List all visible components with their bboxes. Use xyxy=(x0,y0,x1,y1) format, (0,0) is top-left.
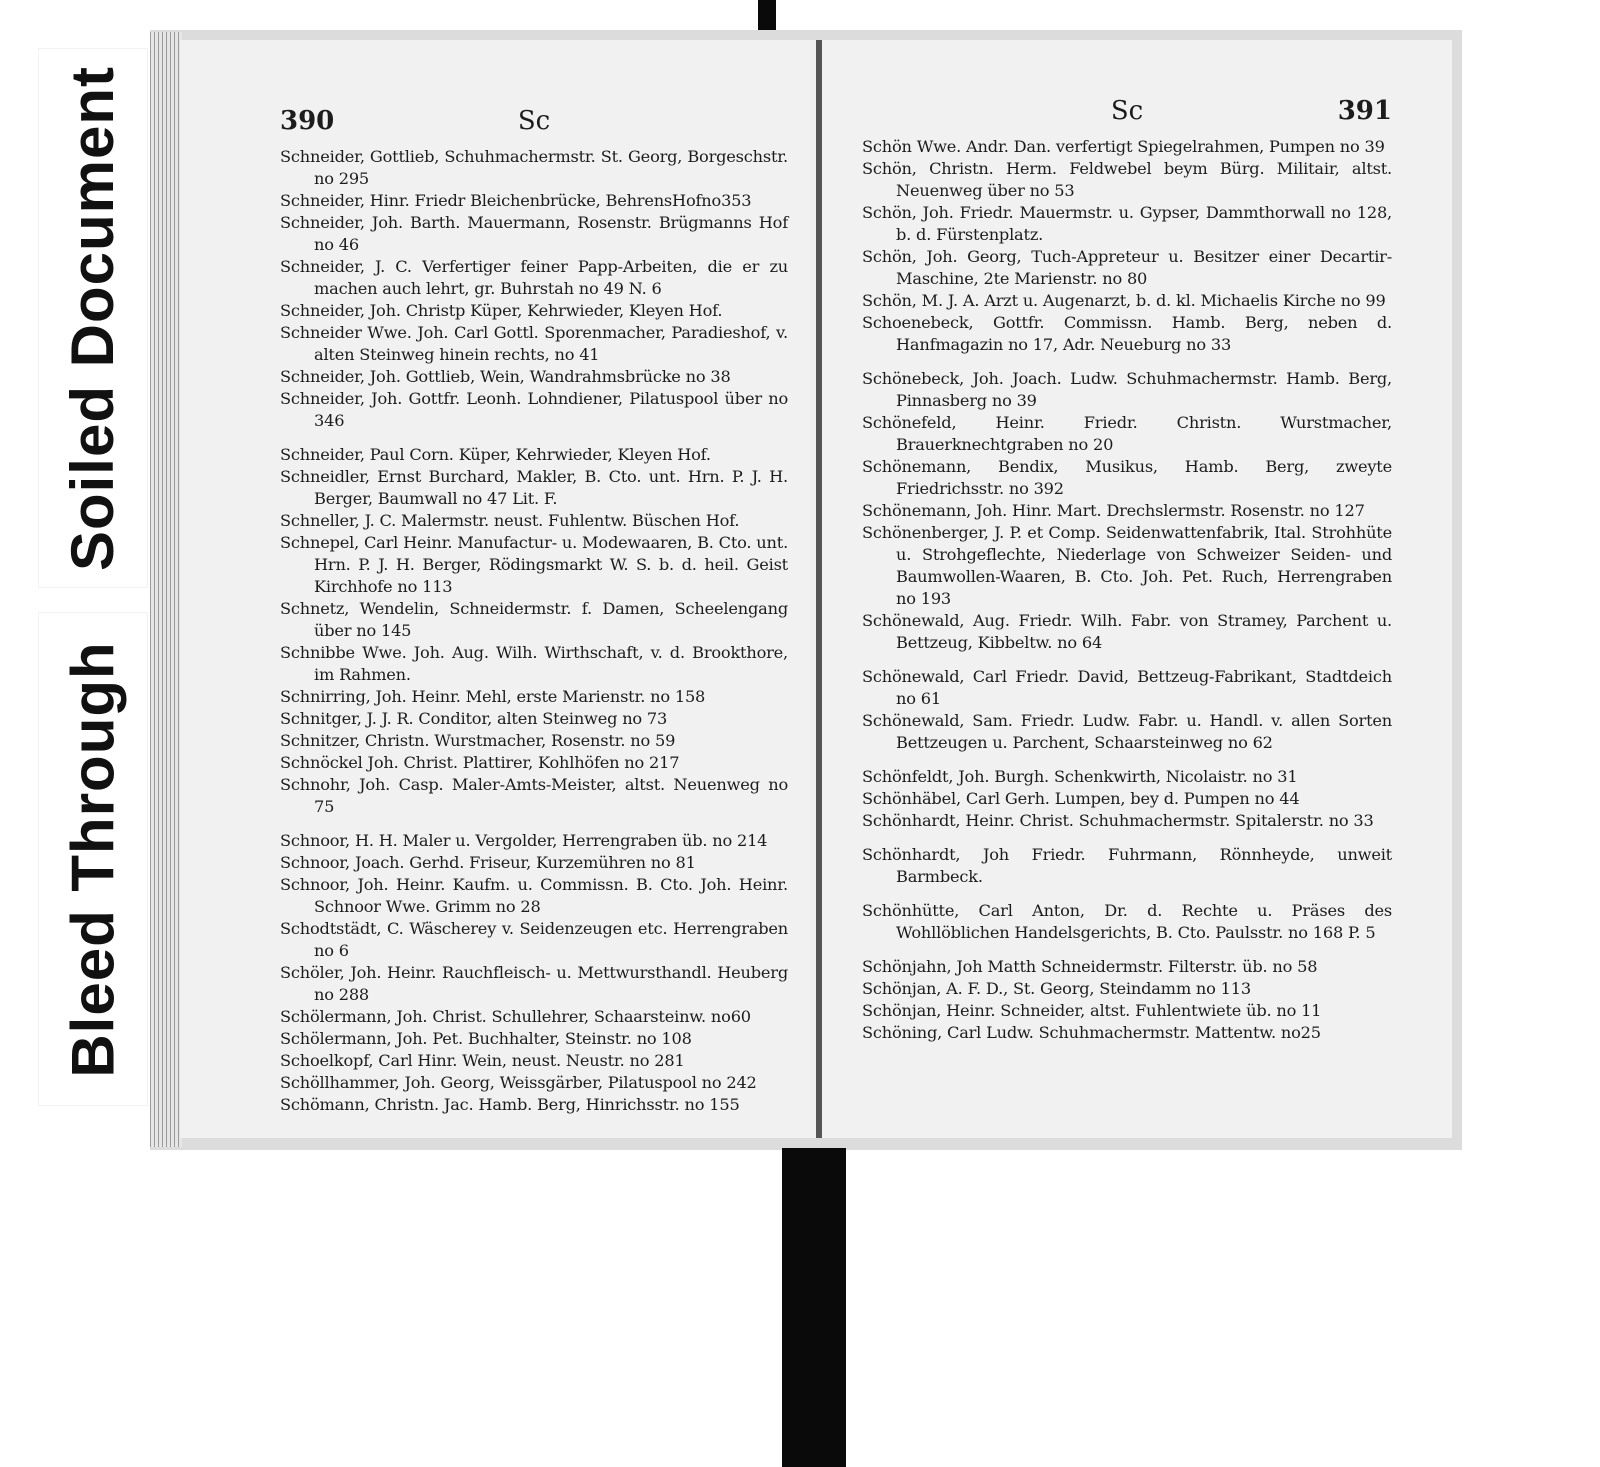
directory-entry: Schnitzer, Christn. Wurstmacher, Rosenstr. no 59 xyxy=(280,731,676,750)
directory-entry: Schöllhammer, Joh. Georg, Weissgärber, Pilatuspool no 242 xyxy=(280,1073,757,1092)
directory-entry: Schnoor, H. H. Maler u. Vergolder, Herrengraben üb. no 214 xyxy=(280,831,768,850)
directory-entry: Schneider, Gottlieb, Schuhmachermstr. St. Georg, Borgeschstr. no 295 xyxy=(280,147,788,188)
directory-entry: Schölermann, Joh. Pet. Buchhalter, Steinstr. no 108 xyxy=(280,1029,692,1048)
directory-entry: Schneidler, Ernst Burchard, Makler, B. Cto. unt. Hrn. P. J. H. Berger, Baumwall no 47 Lit. F. xyxy=(280,467,788,508)
soiled-document-text: Soiled Document xyxy=(59,65,127,571)
left-page xyxy=(180,40,816,1138)
directory-entry: Schönemann, Bendix, Musikus, Hamb. Berg, zweyte Friedrichsstr. no 392 xyxy=(862,457,1392,498)
directory-entry: Schneider, Hinr. Friedr Bleichenbrücke, BehrensHofno353 xyxy=(280,191,752,210)
directory-entry: Schneider, Paul Corn. Küper, Kehrwieder, Kleyen Hof. xyxy=(280,445,711,464)
directory-entry: Schön, M. J. A. Arzt u. Augenarzt, b. d. kl. Michaelis Kirche no 99 xyxy=(862,291,1386,310)
soiled-document-label xyxy=(38,48,148,588)
right-page-section: Sc xyxy=(1110,96,1144,126)
directory-entry: Schoelkopf, Carl Hinr. Wein, neust. Neustr. no 281 xyxy=(280,1051,685,1070)
directory-entry: Schnirring, Joh. Heinr. Mehl, erste Marienstr. no 158 xyxy=(280,687,706,706)
directory-entry: Schönhardt, Heinr. Christ. Schuhmachermstr. Spitalerstr. no 33 xyxy=(862,811,1374,830)
directory-entry: Schnibbe Wwe. Joh. Aug. Wilh. Wirthschaft, v. d. Brookthore, im Rahmen. xyxy=(280,643,788,684)
directory-entry: Schönfeldt, Joh. Burgh. Schenkwirth, Nicolaistr. no 31 xyxy=(862,767,1298,786)
directory-entry: Schöler, Joh. Heinr. Rauchfleisch- u. Mettwursthandl. Heuberg no 288 xyxy=(280,963,788,1004)
directory-entry: Schoenebeck, Gottfr. Commissn. Hamb. Berg, neben d. Hanfmagazin no 17, Adr. Neueburg no 33 xyxy=(862,313,1392,354)
directory-entry: Schönewald, Sam. Friedr. Ludw. Fabr. u. Handl. v. allen Sorten Bettzeugen u. Parchent, Schaarsteinweg no 62 xyxy=(862,711,1392,752)
directory-entry: Schömann, Christn. Jac. Hamb. Berg, Hinrichsstr. no 155 xyxy=(280,1095,740,1114)
directory-entry: Schönhardt, Joh Friedr. Fuhrmann, Rönnheyde, unweit Barmbeck. xyxy=(862,845,1392,886)
binding-strap-bottom xyxy=(782,1148,846,1467)
directory-entry: Schölermann, Joh. Christ. Schullehrer, Schaarsteinw. no60 xyxy=(280,1007,751,1026)
page-stack-edge xyxy=(150,32,182,1147)
directory-entry: Schönhäbel, Carl Gerh. Lumpen, bey d. Pumpen no 44 xyxy=(862,789,1300,808)
directory-entry: Schönefeld, Heinr. Friedr. Christn. Wurstmacher, Brauerknechtgraben no 20 xyxy=(862,413,1392,454)
bleed-through-label xyxy=(38,612,148,1106)
directory-entry: Schneider, Joh. Gottfr. Leonh. Lohndiener, Pilatuspool über no 346 xyxy=(280,389,788,430)
left-page-number: 390 xyxy=(280,106,335,136)
directory-entry: Schnoor, Joh. Heinr. Kaufm. u. Commissn. B. Cto. Joh. Heinr. Schnoor Wwe. Grimm no 28 xyxy=(280,875,788,916)
left-page-section: Sc xyxy=(517,106,551,136)
directory-entry: Schöning, Carl Ludw. Schuhmachermstr. Mattentw. no25 xyxy=(862,1023,1321,1042)
directory-entry: Schön, Joh. Georg, Tuch-Appreteur u. Besitzer einer Decartir-Maschine, 2te Marienstr. no 80 xyxy=(862,247,1392,288)
directory-entry: Schneider Wwe. Joh. Carl Gottl. Sporenmacher, Paradieshof, v. alten Steinweg hinein rechts, no 41 xyxy=(280,323,788,364)
directory-entry: Schönjahn, Joh Matth Schneidermstr. Filterstr. üb. no 58 xyxy=(862,957,1318,976)
right-page-header xyxy=(862,96,1392,136)
directory-entry: Schönjan, Heinr. Schneider, altst. Fuhlentwiete üb. no 11 xyxy=(862,1001,1322,1020)
left-page-header xyxy=(280,106,788,146)
right-entry-list xyxy=(862,136,1392,1044)
directory-entry: Schodtstädt, C. Wäscherey v. Seidenzeugen etc. Herrengraben no 6 xyxy=(280,919,788,960)
directory-entry: Schneider, J. C. Verfertiger feiner Papp-Arbeiten, die er zu machen auch lehrt, gr. Buhrstah no 49 N. 6 xyxy=(280,257,788,298)
directory-entry: Schnoor, Joach. Gerhd. Friseur, Kurzemühren no 81 xyxy=(280,853,696,872)
directory-entry: Schönhütte, Carl Anton, Dr. d. Rechte u. Präses des Wohllöblichen Handelsgerichts, B. Cto. Paulsstr. no 168 P. 5 xyxy=(862,901,1392,942)
directory-entry: Schnitger, J. J. R. Conditor, alten Steinweg no 73 xyxy=(280,709,668,728)
directory-entry: Schnohr, Joh. Casp. Maler-Amts-Meister, altst. Neuenweg no 75 xyxy=(280,775,788,816)
directory-entry: Schneider, Joh. Gottlieb, Wein, Wandrahmsbrücke no 38 xyxy=(280,367,731,386)
directory-entry: Schönenberger, J. P. et Comp. Seidenwattenfabrik, Ital. Strohhüte u. Strohgeflechte, Niederlage von Schweizer Seiden- und Baumwollen-Waaren, B. Cto. Joh. Pet. Ruch, Herrengraben no 193 xyxy=(862,523,1392,608)
directory-entry: Schön, Joh. Friedr. Mauermstr. u. Gypser, Dammthorwall no 128, b. d. Fürstenplatz. xyxy=(862,203,1392,244)
directory-entry: Schnetz, Wendelin, Schneidermstr. f. Damen, Scheelengang über no 145 xyxy=(280,599,788,640)
bleed-through-text: Bleed Through xyxy=(59,640,127,1078)
directory-entry: Schnepel, Carl Heinr. Manufactur- u. Modewaaren, B. Cto. unt. Hrn. P. J. H. Berger, Rödingsmarkt W. S. b. d. heil. Geist Kirchhofe no 113 xyxy=(280,533,789,596)
directory-entry: Schneider, Joh. Christp Küper, Kehrwieder, Kleyen Hof. xyxy=(280,301,723,320)
directory-entry: Schönemann, Joh. Hinr. Mart. Drechslermstr. Rosenstr. no 127 xyxy=(862,501,1365,520)
directory-entry: Schnöckel Joh. Christ. Plattirer, Kohlhöfen no 217 xyxy=(280,753,680,772)
directory-entry: Schön, Christn. Herm. Feldwebel beym Bürg. Militair, altst. Neuenweg über no 53 xyxy=(862,159,1392,200)
directory-entry: Schneller, J. C. Malermstr. neust. Fuhlentw. Büschen Hof. xyxy=(280,511,740,530)
directory-entry: Schönjan, A. F. D., St. Georg, Steindamm no 113 xyxy=(862,979,1251,998)
directory-entry: Schön Wwe. Andr. Dan. verfertigt Spiegelrahmen, Pumpen no 39 xyxy=(862,137,1385,156)
directory-entry: Schönewald, Carl Friedr. David, Bettzeug-Fabrikant, Stadtdeich no 61 xyxy=(862,667,1392,708)
directory-entry: Schneider, Joh. Barth. Mauermann, Rosenstr. Brügmanns Hof no 46 xyxy=(280,213,788,254)
right-page xyxy=(822,40,1452,1138)
directory-entry: Schönebeck, Joh. Joach. Ludw. Schuhmachermstr. Hamb. Berg, Pinnasberg no 39 xyxy=(862,369,1392,410)
directory-entry: Schönewald, Aug. Friedr. Wilh. Fabr. von Stramey, Parchent u. Bettzeug, Kibbeltw. no 64 xyxy=(862,611,1392,652)
left-entry-list xyxy=(280,146,788,1116)
right-page-number: 391 xyxy=(1337,96,1392,126)
